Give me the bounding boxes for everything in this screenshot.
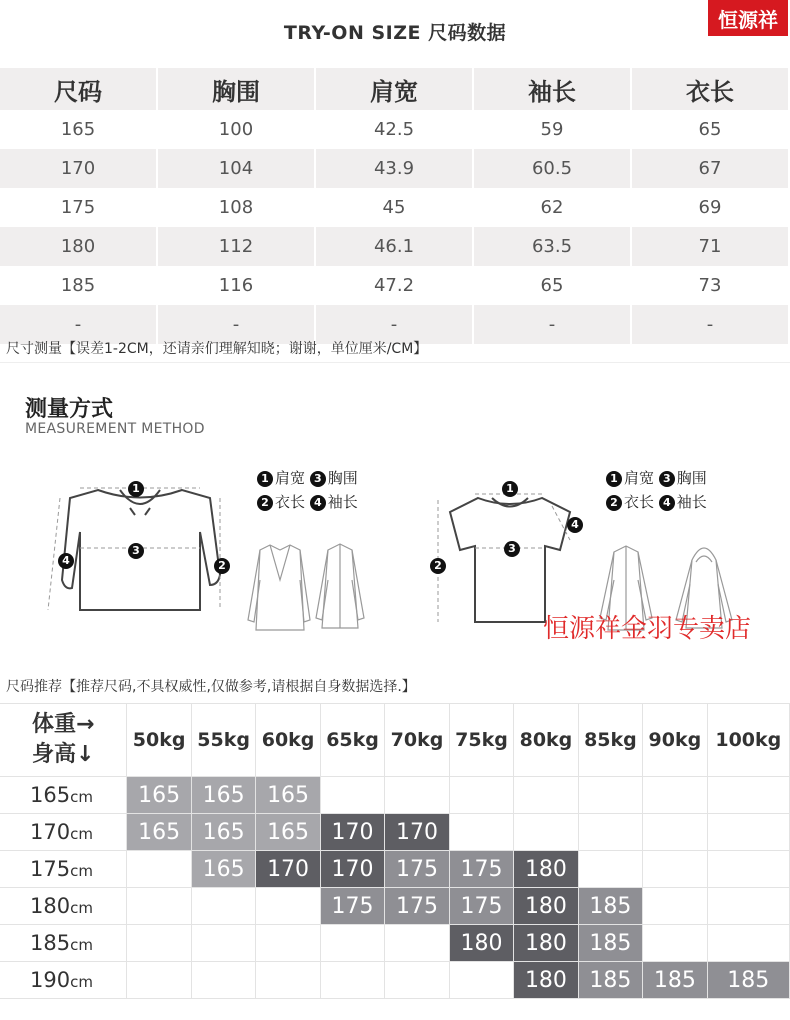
height-axis-label: 身高↓ [31,742,95,767]
brand-logo: 恒源祥 [708,0,788,36]
table-cell: - [0,305,157,344]
corner-label [0,704,127,777]
size-table [0,68,790,344]
height-unit: cm [70,899,93,917]
legend-num: 2 [606,495,622,511]
table-row [0,188,789,227]
height-value: 185 [30,931,71,955]
recommend-cell [256,962,320,999]
table-cell: 71 [631,227,789,266]
recommend-note: 尺码推荐【推荐尺码,不具权威性,仅做参考,请根据自身数据选择.】 [6,679,416,695]
height-unit: cm [70,936,93,954]
recommend-cell [127,851,191,888]
table-row [0,266,789,305]
table-cell: 65 [631,110,789,149]
legend-num: 3 [310,471,326,487]
height-label [0,962,127,999]
recommend-cell: 175 [449,851,513,888]
table-cell: - [473,305,631,344]
table-cell: 165 [0,110,157,149]
table-cell: - [315,305,473,344]
table-cell: 185 [0,266,157,305]
recommend-cell [449,962,513,999]
height-unit: cm [70,862,93,880]
recommend-cell [449,777,513,814]
table-row [0,227,789,266]
table-row [0,110,789,149]
col-header: 衣长 [631,68,789,110]
table-cell: - [631,305,789,344]
weight-header: 50kg [127,704,191,777]
weight-header: 65kg [320,704,384,777]
marker-3: 3 [504,541,520,557]
table-cell: 69 [631,188,789,227]
height-row [0,925,790,962]
legend-left [257,466,358,514]
col-header: 袖长 [473,68,631,110]
recommend-cell [320,777,384,814]
weight-header: 80kg [514,704,578,777]
table-cell: 175 [0,188,157,227]
weight-header: 85kg [578,704,642,777]
weight-axis-label: 体重→ [31,712,95,737]
recommend-cell: 175 [449,888,513,925]
recommend-cell [578,777,642,814]
recommend-cell: 170 [320,814,384,851]
height-row [0,814,790,851]
recommend-cell: 185 [578,888,642,925]
table-cell: 59 [473,110,631,149]
recommend-cell: 180 [514,888,578,925]
measurement-note: 尺寸测量【误差1-2CM，还请亲们理解知晓；谢谢，单位厘米/CM】 [6,341,428,357]
table-cell: 60.5 [473,149,631,188]
height-row [0,777,790,814]
weight-header: 90kg [643,704,707,777]
legend-num: 4 [310,495,326,511]
height-row [0,962,790,999]
size-recommend-table [0,703,790,999]
table-cell: 42.5 [315,110,473,149]
height-row [0,851,790,888]
recommend-cell [385,925,449,962]
weight-header: 70kg [385,704,449,777]
legend-num: 3 [659,471,675,487]
legend-num: 4 [659,495,675,511]
recommend-cell: 165 [127,814,191,851]
size-table-header [0,68,789,110]
height-value: 165 [30,783,71,807]
height-unit: cm [70,788,93,806]
marker-2: 2 [430,558,446,574]
table-cell: 180 [0,227,157,266]
recommend-cell: 180 [514,962,578,999]
recommend-cell [385,777,449,814]
method-subtitle: MEASUREMENT METHOD [25,421,205,437]
recommend-cell: 185 [578,925,642,962]
table-cell: 73 [631,266,789,305]
height-unit: cm [70,825,93,843]
recommend-cell: 180 [449,925,513,962]
table-cell: 43.9 [315,149,473,188]
legend-label: 袖长 [676,493,707,511]
recommend-cell [449,814,513,851]
recommend-cell: 175 [385,888,449,925]
height-value: 190 [30,968,71,992]
recommend-cell [514,777,578,814]
recommend-cell: 170 [256,851,320,888]
recommend-cell [320,962,384,999]
recommend-cell [707,925,789,962]
table-cell: 170 [0,149,157,188]
height-label [0,777,127,814]
table-cell: 67 [631,149,789,188]
table-cell: 62 [473,188,631,227]
col-header: 胸围 [157,68,315,110]
col-header: 肩宽 [315,68,473,110]
table-cell: 47.2 [315,266,473,305]
recommend-cell [385,962,449,999]
recommend-cell: 165 [127,777,191,814]
legend-label: 衣长 [275,493,306,511]
recommend-cell: 175 [320,888,384,925]
recommend-cell [127,925,191,962]
table-cell: 65 [473,266,631,305]
weight-header-row [0,704,790,777]
legend-label: 肩宽 [624,469,655,487]
marker-1: 1 [502,481,518,497]
recommend-cell [643,814,707,851]
recommend-cell: 165 [191,777,255,814]
jacket-sketch-icon [240,540,380,635]
marker-4: 4 [58,553,74,569]
recommend-cell [191,888,255,925]
recommend-cell [514,814,578,851]
legend-num: 1 [257,471,273,487]
legend-label: 衣长 [624,493,655,511]
recommend-cell: 170 [320,851,384,888]
legend-label: 胸围 [676,469,707,487]
page-title: TRY-ON SIZE 尺码数据 [283,22,507,44]
legend-right [606,466,707,514]
table-cell: 104 [157,149,315,188]
table-row [0,149,789,188]
weight-header: 75kg [449,704,513,777]
table-cell: 116 [157,266,315,305]
recommend-cell [191,925,255,962]
recommend-cell [707,777,789,814]
height-label [0,814,127,851]
recommend-cell: 185 [578,962,642,999]
table-cell: 63.5 [473,227,631,266]
table-cell: 112 [157,227,315,266]
recommend-cell [707,814,789,851]
height-row [0,888,790,925]
marker-4: 4 [567,517,583,533]
recommend-cell [643,777,707,814]
weight-header: 55kg [191,704,255,777]
col-header: 尺码 [0,68,157,110]
table-cell: 45 [315,188,473,227]
recommend-cell: 165 [256,814,320,851]
recommend-cell: 165 [256,777,320,814]
marker-1: 1 [128,481,144,497]
weight-header: 60kg [256,704,320,777]
height-unit: cm [70,973,93,991]
recommend-cell: 180 [514,851,578,888]
legend-label: 袖长 [327,493,358,511]
table-cell: 46.1 [315,227,473,266]
weight-header: 100kg [707,704,789,777]
recommend-cell: 175 [385,851,449,888]
recommend-cell [643,888,707,925]
recommend-cell [256,925,320,962]
recommend-cell: 185 [707,962,789,999]
recommend-cell: 165 [191,814,255,851]
recommend-cell [643,851,707,888]
recommend-cell [127,962,191,999]
divider [0,362,790,363]
table-cell: 100 [157,110,315,149]
height-value: 180 [30,894,71,918]
recommend-cell: 185 [643,962,707,999]
method-title: 测量方式 [25,397,114,422]
recommend-cell [127,888,191,925]
recommend-cell [707,851,789,888]
table-cell: 108 [157,188,315,227]
legend-label: 肩宽 [275,469,306,487]
recommend-cell [256,888,320,925]
recommend-cell [578,851,642,888]
recommend-cell: 180 [514,925,578,962]
legend-num: 2 [257,495,273,511]
recommend-cell [320,925,384,962]
height-label [0,888,127,925]
height-label [0,851,127,888]
legend-label: 胸围 [327,469,358,487]
marker-3: 3 [128,543,144,559]
recommend-cell [578,814,642,851]
height-value: 175 [30,857,71,881]
recommend-cell [643,925,707,962]
height-value: 170 [30,820,71,844]
recommend-cell: 170 [385,814,449,851]
recommend-cell [707,888,789,925]
recommend-cell: 165 [191,851,255,888]
recommend-cell [191,962,255,999]
marker-2: 2 [214,558,230,574]
legend-num: 1 [606,471,622,487]
table-cell: - [157,305,315,344]
height-label [0,925,127,962]
store-watermark: 恒源祥金羽专卖店 [543,614,752,644]
